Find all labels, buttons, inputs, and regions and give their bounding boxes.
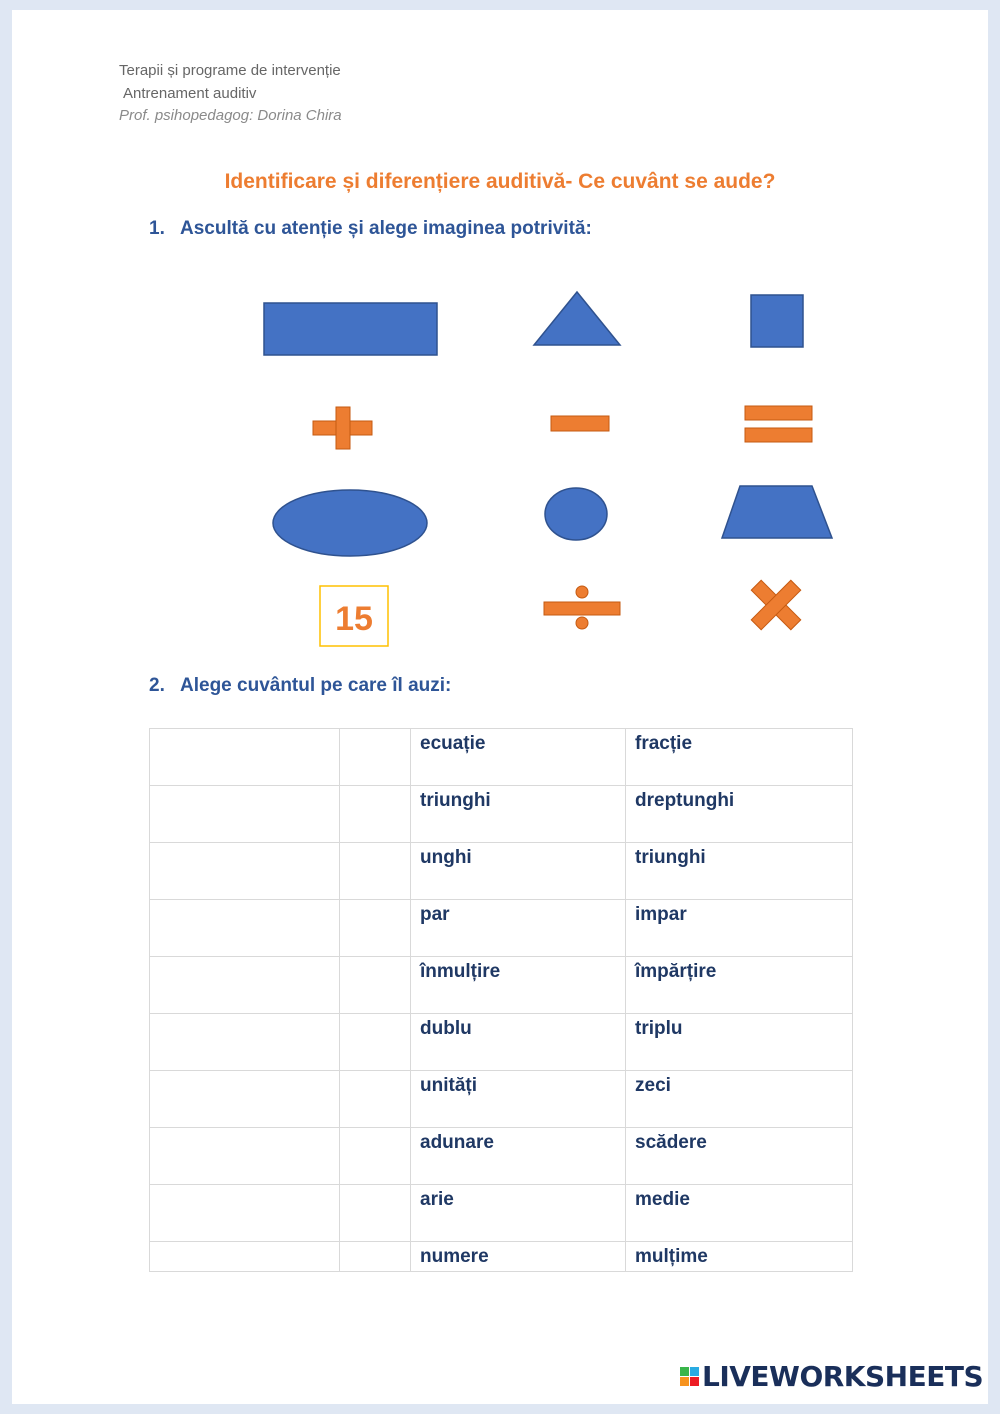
answer-cell[interactable]	[340, 729, 411, 786]
rectangle-icon[interactable]	[264, 303, 437, 355]
answer-cell[interactable]	[150, 1185, 340, 1242]
word-option[interactable]: fracție	[626, 729, 853, 786]
ellipse-icon[interactable]	[273, 490, 427, 556]
trapezoid-icon[interactable]	[722, 486, 832, 538]
answer-cell[interactable]	[150, 900, 340, 957]
answer-cell[interactable]	[150, 1242, 340, 1272]
word-option[interactable]: medie	[626, 1185, 853, 1242]
table-row	[150, 1014, 853, 1071]
number-box[interactable]	[320, 586, 388, 646]
logo-text: LIVEWORKSHEETS	[702, 1360, 984, 1393]
answer-cell[interactable]	[150, 957, 340, 1014]
answer-cell[interactable]	[340, 1014, 411, 1071]
answer-cell[interactable]	[150, 1014, 340, 1071]
answer-cell[interactable]	[340, 1071, 411, 1128]
word-option[interactable]: impar	[626, 900, 853, 957]
word-option[interactable]: zeci	[626, 1071, 853, 1128]
logo-mark-icon	[680, 1367, 699, 1386]
answer-cell[interactable]	[340, 900, 411, 957]
word-option[interactable]: arie	[411, 1185, 626, 1242]
answer-cell[interactable]	[340, 1185, 411, 1242]
circle-icon[interactable]	[545, 488, 607, 540]
question-2-text: Alege cuvântul pe care îl auzi:	[180, 675, 452, 696]
liveworksheets-logo	[680, 1360, 983, 1393]
word-option[interactable]: înmulțire	[411, 957, 626, 1014]
answer-cell[interactable]	[340, 786, 411, 843]
answer-cell[interactable]	[150, 843, 340, 900]
answer-cell[interactable]	[150, 786, 340, 843]
answer-cell[interactable]	[340, 1242, 411, 1272]
equals-icon[interactable]	[745, 406, 812, 442]
word-option[interactable]: par	[411, 900, 626, 957]
table-row	[150, 786, 853, 843]
answer-cell[interactable]	[150, 1128, 340, 1185]
word-option[interactable]: dublu	[411, 1014, 626, 1071]
word-option[interactable]: scădere	[626, 1128, 853, 1185]
word-choice-table	[149, 728, 853, 1272]
answer-cell[interactable]	[150, 1071, 340, 1128]
header-course: Terapii și programe de intervenție	[119, 62, 341, 79]
shape-grid	[12, 10, 988, 670]
word-option[interactable]: triunghi	[626, 843, 853, 900]
header-author: Prof. psihopedagog: Dorina Chira	[119, 107, 342, 124]
table-row	[150, 843, 853, 900]
question-1-text: Ascultă cu atenție și alege imaginea potrivită:	[180, 218, 592, 239]
table-row	[150, 1128, 853, 1185]
answer-cell[interactable]	[150, 729, 340, 786]
question-2-number: 2.	[149, 675, 165, 696]
question-2	[149, 675, 451, 697]
word-option[interactable]: numere	[411, 1242, 626, 1272]
table-row	[150, 1242, 853, 1272]
word-option[interactable]: unități	[411, 1071, 626, 1128]
word-option[interactable]: mulțime	[626, 1242, 853, 1272]
triangle-icon[interactable]	[534, 292, 620, 345]
division-icon[interactable]	[544, 586, 620, 629]
word-option[interactable]: împărțire	[626, 957, 853, 1014]
number-box-value: 15	[335, 600, 373, 638]
table-row	[150, 900, 853, 957]
word-option[interactable]: triplu	[626, 1014, 853, 1071]
square-icon[interactable]	[751, 295, 803, 347]
header-subject: Antrenament auditiv	[123, 85, 257, 102]
question-1-number: 1.	[149, 218, 165, 239]
worksheet-page	[12, 10, 988, 1404]
minus-icon[interactable]	[551, 416, 609, 431]
table-row	[150, 1071, 853, 1128]
table-row	[150, 1185, 853, 1242]
plus-icon[interactable]	[313, 407, 372, 449]
table-row	[150, 729, 853, 786]
page-title: Identificare și diferențiere auditivă- Ce cuvânt se aude?	[224, 170, 776, 193]
word-option[interactable]: triunghi	[411, 786, 626, 843]
answer-cell[interactable]	[340, 1128, 411, 1185]
answer-cell[interactable]	[340, 957, 411, 1014]
table-row	[150, 957, 853, 1014]
word-option[interactable]: dreptunghi	[626, 786, 853, 843]
multiplication-icon[interactable]	[736, 565, 815, 644]
word-option[interactable]: unghi	[411, 843, 626, 900]
answer-cell[interactable]	[340, 843, 411, 900]
word-option[interactable]: ecuație	[411, 729, 626, 786]
word-option[interactable]: adunare	[411, 1128, 626, 1185]
